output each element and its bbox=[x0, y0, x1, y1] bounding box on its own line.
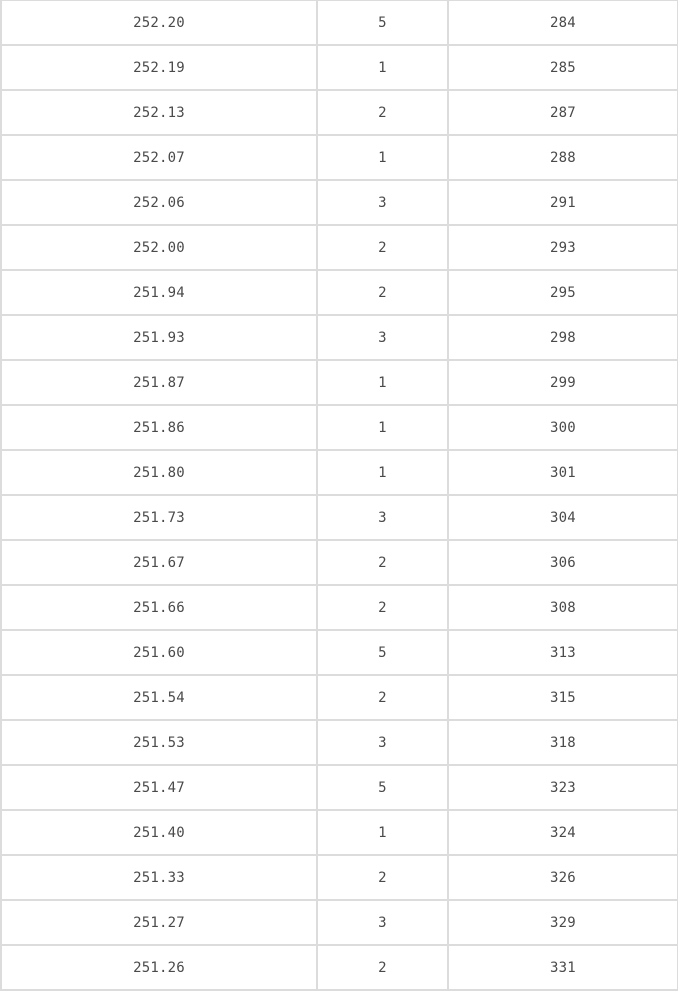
table-row bbox=[1, 90, 678, 135]
count-cell: 2 bbox=[317, 855, 448, 900]
table-row bbox=[1, 180, 678, 225]
table-row bbox=[1, 405, 678, 450]
count-cell: 3 bbox=[317, 900, 448, 945]
table-row bbox=[1, 225, 678, 270]
score-cell: 251.54 bbox=[1, 675, 317, 720]
count-cell: 1 bbox=[317, 810, 448, 855]
cumulative-cell: 284 bbox=[448, 0, 678, 45]
score-cell: 251.67 bbox=[1, 540, 317, 585]
score-cell: 251.47 bbox=[1, 765, 317, 810]
count-cell: 1 bbox=[317, 405, 448, 450]
cumulative-cell: 295 bbox=[448, 270, 678, 315]
cumulative-cell: 306 bbox=[448, 540, 678, 585]
count-cell: 3 bbox=[317, 720, 448, 765]
cumulative-cell: 287 bbox=[448, 90, 678, 135]
table-row bbox=[1, 585, 678, 630]
cumulative-cell: 291 bbox=[448, 180, 678, 225]
score-cell: 251.94 bbox=[1, 270, 317, 315]
score-cell: 252.20 bbox=[1, 0, 317, 45]
cumulative-cell: 329 bbox=[448, 900, 678, 945]
cumulative-cell: 318 bbox=[448, 720, 678, 765]
score-cell: 251.86 bbox=[1, 405, 317, 450]
score-cell: 251.27 bbox=[1, 900, 317, 945]
table-row bbox=[1, 135, 678, 180]
count-cell: 1 bbox=[317, 360, 448, 405]
score-cell: 251.53 bbox=[1, 720, 317, 765]
count-cell: 2 bbox=[317, 225, 448, 270]
cumulative-cell: 308 bbox=[448, 585, 678, 630]
table-row bbox=[1, 540, 678, 585]
score-cell: 252.19 bbox=[1, 45, 317, 90]
cumulative-cell: 298 bbox=[448, 315, 678, 360]
cumulative-cell: 323 bbox=[448, 765, 678, 810]
table-row bbox=[1, 855, 678, 900]
cumulative-cell: 324 bbox=[448, 810, 678, 855]
count-cell: 2 bbox=[317, 90, 448, 135]
score-cell: 251.26 bbox=[1, 945, 317, 990]
score-cell: 251.80 bbox=[1, 450, 317, 495]
count-cell: 2 bbox=[317, 270, 448, 315]
cumulative-cell: 301 bbox=[448, 450, 678, 495]
table-row bbox=[1, 810, 678, 855]
table-row bbox=[1, 45, 678, 90]
count-cell: 1 bbox=[317, 450, 448, 495]
score-cell: 251.40 bbox=[1, 810, 317, 855]
count-cell: 3 bbox=[317, 315, 448, 360]
cumulative-cell: 313 bbox=[448, 630, 678, 675]
count-cell: 5 bbox=[317, 0, 448, 45]
table-row bbox=[1, 270, 678, 315]
table-row bbox=[1, 900, 678, 945]
table-row bbox=[1, 315, 678, 360]
cumulative-cell: 293 bbox=[448, 225, 678, 270]
table-row bbox=[1, 765, 678, 810]
score-cell: 251.66 bbox=[1, 585, 317, 630]
cumulative-cell: 331 bbox=[448, 945, 678, 990]
count-cell: 2 bbox=[317, 675, 448, 720]
table-body bbox=[1, 0, 678, 990]
score-cell: 251.33 bbox=[1, 855, 317, 900]
cumulative-cell: 285 bbox=[448, 45, 678, 90]
table-row bbox=[1, 0, 678, 45]
count-cell: 3 bbox=[317, 180, 448, 225]
count-cell: 5 bbox=[317, 765, 448, 810]
count-cell: 5 bbox=[317, 630, 448, 675]
count-cell: 1 bbox=[317, 135, 448, 180]
cumulative-cell: 299 bbox=[448, 360, 678, 405]
table-row bbox=[1, 450, 678, 495]
score-cell: 251.87 bbox=[1, 360, 317, 405]
cumulative-cell: 315 bbox=[448, 675, 678, 720]
cumulative-cell: 304 bbox=[448, 495, 678, 540]
table-row bbox=[1, 495, 678, 540]
count-cell: 2 bbox=[317, 540, 448, 585]
cumulative-cell: 288 bbox=[448, 135, 678, 180]
count-cell: 1 bbox=[317, 45, 448, 90]
score-cell: 252.06 bbox=[1, 180, 317, 225]
count-cell: 2 bbox=[317, 945, 448, 990]
score-cell: 252.07 bbox=[1, 135, 317, 180]
table-row bbox=[1, 720, 678, 765]
cumulative-cell: 326 bbox=[448, 855, 678, 900]
table-row bbox=[1, 675, 678, 720]
score-cell: 251.93 bbox=[1, 315, 317, 360]
count-cell: 2 bbox=[317, 585, 448, 630]
score-cell: 251.73 bbox=[1, 495, 317, 540]
cumulative-cell: 300 bbox=[448, 405, 678, 450]
score-cell: 252.13 bbox=[1, 90, 317, 135]
table-row bbox=[1, 360, 678, 405]
score-cell: 252.00 bbox=[1, 225, 317, 270]
count-cell: 3 bbox=[317, 495, 448, 540]
table-row bbox=[1, 630, 678, 675]
table-row bbox=[1, 945, 678, 990]
score-cell: 251.60 bbox=[1, 630, 317, 675]
